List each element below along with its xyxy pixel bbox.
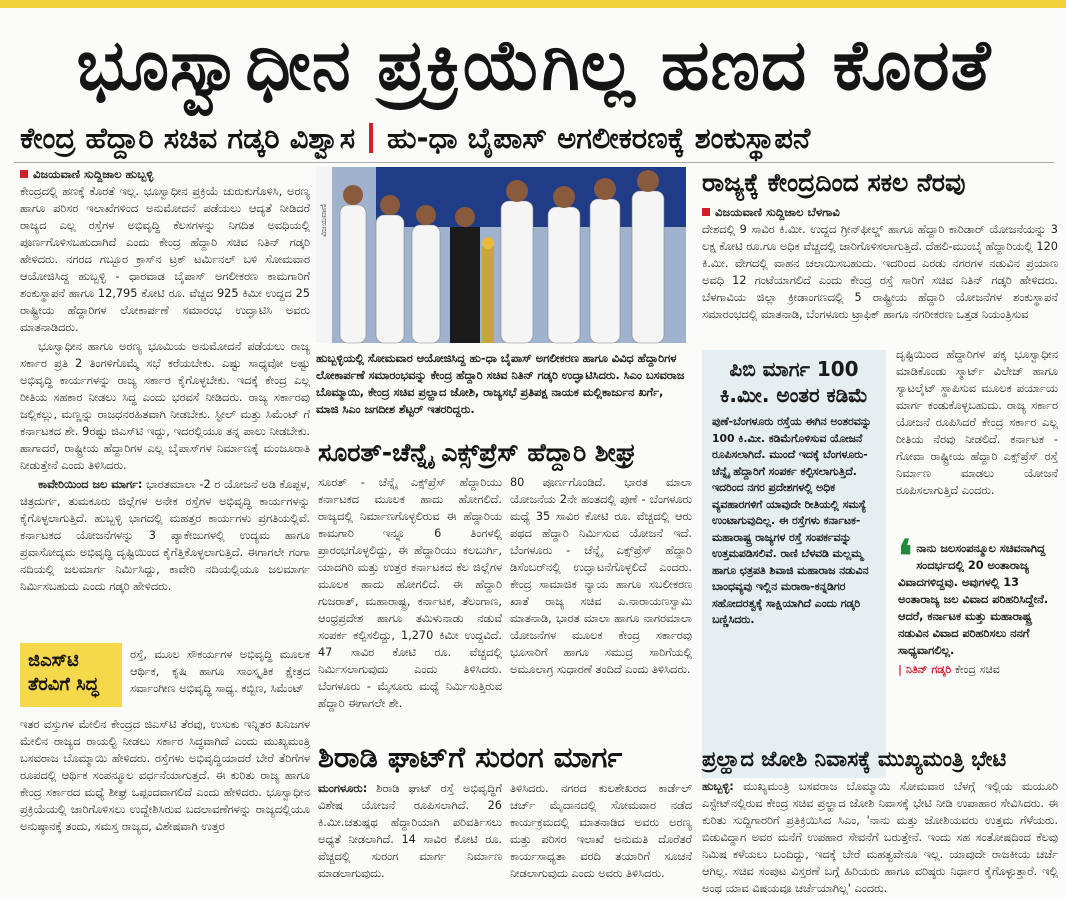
shiradi-column-1: ಮಂಗಳೂರು: ಶಿರಾಡಿ ಘಾಟ್ ರಸ್ತೆ ಅಭಿವೃದ್ಧಿಗೆ ವಿಶೇಷ ಯೋಜನೆ ರೂಪಿಸಲಾಗಿದೆ. 26 ಕಿ.ಮೀ.ಚತುಷ್ಪಥ ಹೆದ್ದಾರಿಯಾಗಿ ಪರಿವರ್ತಿಸಲು ಅಧ್ಯತೆ ನೀಡಲಾಗಿದೆ. 14 ಸಾವಿರ ಕೋಟಿ ರೂ. ವೆಚ್ಚದಲ್ಲಿ ಸುರಂಗ ಮಾರ್ಗ ನಿರ್ಮಾಣ ಮಾಡಲಾಗುವುದು. [318,782,502,880]
photo-credit-text: ವಿಜಯವಾಣಿ [319,204,328,237]
surat-column-2: 80 ಪೂರ್ಣಗೊಂಡಿದೆ. ಭಾರತ ಮಾಲಾ ಯೋಜನೆಯ 2ನೇ ಹಂತದಲ್ಲಿ ಪುಣೆ - ಬೆಂಗಳೂರು ಮಧ್ಯೆ 35 ಸಾವಿರ ಕೋಟಿ ರೂ. ವೆಚ್ಚದಲ್ಲಿ ಆರು ಪಥದ ಹೆದ್ದಾರಿ ನಿರ್ಮಿಸುವ ಯೋಜನೆ ಇದೆ. ಬೆಂಗಳೂರು - ಚೆನ್ನೈ ಎಕ್ಸ್‌ಪ್ರೆಸ್ ಹೆದ್ದಾರಿ ಡಿಸೆಂಬರ್‌ನಲ್ಲಿ ಉದ್ಘಾಟನೆಗೊಳ್ಳಲಿದೆ ಎಂದರು. ಕೇಂದ್ರ ಸಾಮಾಜಿಕ ನ್ಯಾಯ ಹಾಗೂ ಸಬಲೀಕರಣ ಖಾತೆ ರಾಜ್ಯ ಸಚಿವ ಎ.ನಾರಾಯಣಸ್ವಾಮಿ ಮಾತನಾಡಿ, ಭಾರತ ಮಾಲಾ ಹಾಗೂ ನಾಗರಮಾಲಾ ಯೋಜನೆಗಳ ಮೂಲಕ ಕೇಂದ್ರ ಸರ್ಕಾರವು ಭೂಸಾರಿಗೆ ಹಾಗೂ ಸಮುದ್ರ ಸಾರಿಗೆಯಲ್ಲಿ ಅಮೂಲಾಗ್ರ ಸುಧಾರಣೆ ತಂದಿದೆ ಎಂದು ತಿಳಿಸಿದರು. [510,476,692,676]
pb-route-body: ಪುಣೆ-ಬೆಂಗಳೂರು ರಸ್ತೆಯ ಈಗಿನ ಅಂತರವನ್ನು 100 ಕಿ.ಮೀ. ಕಡಿಮೆಗೊಳಿಸುವ ಯೋಜನೆ ರೂಪಿಸಲಾಗಿದೆ. ಮುಂದೆ ಇದಕ್ಕೆ ಬೆಂಗಳೂರು-ಚೆನ್ನೈ ಹೆದ್ದಾರಿಗೆ ಸಂಪರ್ಕ ಕಲ್ಪಿಸಲಾಗುತ್ತಿದೆ. ಇದರಿಂದ ನಗರ ಪ್ರದೇಶಗಳಲ್ಲಿ ಅಧಿಕ ವ್ಯವಹಾರಗಳಿಗೆ ಯಾವುದೇ ರೀತಿಯಲ್ಲಿ ಸಮಸ್ಯೆ ಉಂಟಾಗುವುದಿಲ್ಲ. ಈ ರಸ್ತೆಗಳು ಕರ್ನಾಟಕ-ಮಹಾರಾಷ್ಟ್ರ ರಾಜ್ಯಗಳ ರಸ್ತೆ ಸಂಪರ್ಕವನ್ನು ಉತ್ತಮಪಡಿಸಲಿವೆ. ರಾಣಿ ಬೆಳವಡಿ ಮಲ್ಲಮ್ಮ ಹಾಗೂ ಛತ್ರಪತಿ ಶಿವಾಜಿ ಮಹಾರಾಜ ನಡುವಿನ ಬಾಂಧವ್ಯವು ಇಲ್ಲಿನ ಮರಾಠಾ-ಕನ್ನಡಿಗರ ಸಹೋದರತ್ವಕ್ಕೆ ಸಾಕ್ಷಿಯಾಗಿದೆ ಎಂದು ಗಡ್ಕರಿ ಬಣ್ಣಿಸಿದರು. [712,415,872,626]
main-dateline: ವಿಜಯವಾಣಿ ಸುದ್ದಿಜಾಲ ಹುಬ್ಬಳ್ಳಿ [20,166,310,183]
top-color-bar [0,0,1066,8]
joshi-headline: ಪ್ರಲ್ಹಾದ ಜೋಶಿ ನಿವಾಸಕ್ಕೆ ಮುಖ್ಯಮಂತ್ರಿ ಭೇಟಿ [702,747,1007,771]
state-story [702,204,1058,344]
main-story [20,166,310,638]
square-bullet-icon [20,170,28,178]
surat-column-1: ಸೂರತ್ - ಚೆನ್ನೈ ಎಕ್ಸ್‌ಪ್ರೆಸ್ ಹೆದ್ದಾರಿಯು ಕರ್ನಾಟಕದ ಮೂಲಕ ಹಾದು ಹೋಗಲಿದೆ. ರಾಜ್ಯದಲ್ಲಿ ನಿರ್ಮಾಣಗೊಳ್ಳಲಿರುವ ಈ ಹೆದ್ದಾರಿಯ ಕಾಮಗಾರಿ ಇನ್ನೂ 6 ತಿಂಗಳಲ್ಲಿ ಪ್ರಾರಂಭಗೊಳ್ಳಲಿದ್ದು, ಈ ಹೆದ್ದಾರಿಯು ಕಲಬುರ್ಗಿ, ಯಾದಗಿರಿ ಮತ್ತು ಉತ್ತರ ಕರ್ನಾಟಕದ ಕೆಲ ಜಿಲ್ಲೆಗಳ ಮೂಲಕ ಹಾದು ಹೋಗಲಿದೆ. ಈ ಹೆದ್ದಾರಿ ಗುಜರಾತ್, ಮಹಾರಾಷ್ಟ್ರ, ಕರ್ನಾಟಕ, ತೆಲಂಗಾಣ, ಆಂಧ್ರಪ್ರದೇಶ ಹಾಗೂ ತಮಿಳುನಾಡು ನಡುವೆ ಸಂಪರ್ಕ ಕಲ್ಪಿಸಲಿದ್ದು, 1,270 ಕಿಮೀ ಉದ್ದವಿದೆ. 47 ಸಾವಿರ ಕೋಟಿ ರೂ. ವೆಚ್ಚದಲ್ಲಿ ನಿರ್ಮಿಸಲಾಗುವುದು ಎಂದು ತಿಳಿಸಿದರು. ಬೆಂಗಳೂರು - ಮೈಸೂರು ಮಧ್ಯೆ ನಿರ್ಮಿಸುತ್ತಿರುವ ಹೆದ್ದಾರಿ ಈಗಾಗಲೇ ಶೇ. [318,476,502,710]
subhead-waterway: ಕಾವೇರಿಯಿಂದ ಜಲ ಮಾರ್ಗ: [38,478,143,491]
joshi-story: ಹುಬ್ಬಳ್ಳಿ: ಮುಖ್ಯಮಂತ್ರಿ ಬಸವರಾಜ ಬೊಮ್ಮಾಯಿ ಸೋಮವಾರ ಬೆಳಗ್ಗೆ ಇಲ್ಲಿಯ ಮಯೂರಿ ಎಸ್ಟೇಟ್‌ನಲ್ಲಿರುವ ಕೇಂದ್ರ ಸಚಿವ ಪ್ರಲ್ಹಾದ ಜೋಶಿ ನಿವಾಸಕ್ಕೆ ಭೇಟಿ ನೀಡಿ ಉಪಾಹಾರ ಸೇವಿಸಿದರು. ಈ ಕುರಿತು ಸುದ್ದಿಗಾರರಿಗೆ ಪ್ರತಿಕ್ರಿಯಿಸಿದ ಸಿಎಂ, 'ನಾನು ಮತ್ತು ಜೋಶಿಯವರು ಉತ್ತಮ ಗೆಳೆಯರು. ಬಿಡುವಿದ್ದಾಗ ಅವರ ಮನೆಗೆ ಉಪಹಾರ ಸೇವನೆಗೆ ಬರುತ್ತೇನೆ. ಇಂದು ಸಹ ಸಂತೋಷದಿಂದ ಕೆಲವು ನಿಮಿಷ ಕಳೆಯಲು ಬಂದಿದ್ದು, ಇದಕ್ಕೆ ಬೇರೆ ಮಹತ್ವವೇನೂ ಇಲ್ಲ. ಯಾವುದೇ ರಾಜಕೀಯ ಚರ್ಚೆ ಆಗಿಲ್ಲ. ಸಚಿವ ಸಂಪುಟ ವಿಸ್ತರಣೆ ಬಗ್ಗೆ ಹಿರಿಯರು ಹಾಗೂ ವರಿಷ್ಠರು ನಿರ್ಧಾರ ಕೈಗೊಳ್ಳುತ್ತಾರೆ. ಇಲ್ಲಿ ಅಂಥ ಯಾವ ವಿಷಯವೂ ಚರ್ಚೆಯಾಗಿಲ್ಲ' ಎಂದರು. [702,780,1058,895]
shiradi-column-2: ತಿಳಿಸಿದರು. ನಗರದ ಕುಲಶೇಖರದ ಕಾರ್ಡೆಲ್ ಚರ್ಚ್ ಮೈದಾನದಲ್ಲಿ ಸೋಮವಾರ ನಡೆದ ಕಾರ್ಯಕ್ರಮದಲ್ಲಿ ಮಾತನಾಡಿದ ಅವರು ಅರಣ್ಯ ಮತ್ತು ಪರಿಸರ ಇಲಾಖೆ ಅನುಮತಿ ದೊರೆತರೆ ಕಾರ್ಯಸಾಧ್ಯತಾ ವರದಿ ತಯಾರಿಗೆ ಸೂಚನೆ ನೀಡಲಾಗುವುದು ಎಂದು ಅವರು ತಿಳಿಸಿದರು. [510,782,692,880]
event-photo [316,167,686,343]
gst-side-text: ರಸ್ತೆ, ಮೂಲ ಸೌಕರ್ಯಗಳ ಅಭಿವೃದ್ಧಿ ಮೂಲಕ ಆರ್ಥಿಕ, ಕೃಷಿ ಹಾಗೂ ಸಾಂಸ್ಕೃತಿಕ ಕ್ಷೇತ್ರದ ಸರ್ವಾಂಗೀಣ ಅಭಿವೃದ್ಧಿ ಸಾಧ್ಯ. ಕಬ್ಬಿಣ, ಸಿಮೆಂಟ್ [130,648,310,695]
photo-caption: ಹುಬ್ಬಳ್ಳಿಯಲ್ಲಿ ಸೋಮವಾರ ಆಯೋಜಿಸಿದ್ದ ಹು-ಧಾ ಬೈಪಾಸ್ ಅಗಲೀಕರಣ ಹಾಗೂ ವಿವಿಧ ಹೆದ್ದಾರಿಗಳ ಲೋಕಾರ್ಪಣೆ ಸಮಾರಂಭವನ್ನು ಕೇಂದ್ರ ಹೆದ್ದಾರಿ ಸಚಿವ ನಿತಿನ್ ಗಡ್ಕರಿ ಉದ್ಘಾಟಿಸಿದರು. ಸಿಎಂ ಬಸವರಾಜ ಬೊಮ್ಮಾಯಿ, ಕೇಂದ್ರ ಸಚಿವ ಪ್ರಲ್ಹಾದ ಜೋಶಿ, ರಾಜ್ಯಸಭೆ ಪ್ರತಿಪಕ್ಷ ನಾಯಕ ಮಲ್ಲಿಕಾರ್ಜುನ ಖರ್ಗೆ, ಮಾಜಿ ಸಿಎಂ ಜಗದೀಶ ಶೆಟ್ಟರ್ ಇತರರಿದ್ದರು. [316,352,685,416]
subhead-left: ಕೇಂದ್ರ ಹೆದ್ದಾರಿ ಸಚಿವ ಗಡ್ಕರಿ ವಿಶ್ವಾಸ [20,121,356,155]
quote-attribution: | ನಿತಿನ್ ಗಡ್ಕರಿ ಕೇಂದ್ರ ಸಚಿವ [898,663,1000,676]
subhead-separator [369,123,373,153]
state-dateline: ವಿಜಯವಾಣಿ ಸುದ್ದಿಜಾಲ ಬೆಳಗಾವಿ [702,204,1058,221]
gst-body: ಇತರ ವಸ್ತುಗಳ ಮೇಲಿನ ಕೇಂದ್ರದ ಜಿಎಸ್‌ಟಿ ತೆರವು, ಉಸುಕು ಇನ್ನಿತರ ಖನಿಜಗಳ ಮೇಲಿನ ರಾಜ್ಯದ ರಾಯಲ್ಟಿ ನೀಡಲು ಸರ್ಕಾರ ಸಿದ್ಧವಾಗಿದೆ ಎಂದು ಮುಖ್ಯಮಂತ್ರಿ ಬಸವರಾಜ ಬೊಮ್ಮಾಯಿ ಹೇಳಿದರು. ರಸ್ತೆಗಳು ಅಭಿವೃದ್ಧಿಯಾದರೆ ಬೇರೆ ತೆರಿಗೆಗಳ ರೂಪದಲ್ಲಿ ಆರ್ಥಿಕ ಸಂಪನ್ಮೂಲ ವರ್ಧನೆಯಾಗುತ್ತದೆ. ಈ ಕುರಿತು ರಾಜ್ಯ ಹಾಗೂ ಕೇಂದ್ರ ಸರ್ಕಾರದ ಮಧ್ಯೆ ಶೀಘ್ರ ಒಪ್ಪಂದವಾಗಲಿದೆ ಎಂದು ಹೇಳಿದರು. ಭೂಸ್ವಾಧೀನ ಪ್ರಕ್ರಿಯೆಯಲ್ಲಿ ಜಾರಿಗೊಳಿಸಲು ಉದ್ದೇಶಿಸಿರುವ ಬದಲಾವಣೆಗಳನ್ನು ರಾಜ್ಯದಲ್ಲಿಯೂ ಅನುಷ್ಠಾನಕ್ಕೆ ತಂದು, ಸಮಸ್ತ ರಾಜ್ಯದ, ವಿಶೇಷವಾಗಿ ಉತ್ತರ [20,718,310,833]
event-photo-illustration [316,167,686,343]
state-headline: ರಾಜ್ಯಕ್ಕೆ ಕೇಂದ್ರದಿಂದ ಸಕಲ ನೆರವು [702,168,966,197]
gst-box: ಜಿಎಸ್‌ಟಿ ತೆರವಿಗೆ ಸಿದ್ಧ [20,643,122,707]
main-paragraph-1: ಕೇಂದ್ರದಲ್ಲಿ ಹಣಕ್ಕೆ ಕೊರತೆ ಇಲ್ಲ. ಭೂಸ್ವಾಧೀನ ಪ್ರಕ್ರಿಯೆ ಚುರುಕುಗೊಳಿಸಿ, ಅರಣ್ಯ ಹಾಗೂ ಪರಿಸರ ಇಲಾಖೆಗಳಿಂದ ಅನುಮೋದನೆ ಪಡೆಯಲು ಆದ್ಯತೆ ನೀಡಿದರೆ ರಾಜ್ಯದ ಎಲ್ಲ ರಸ್ತೆಗಳ ಅಭಿವೃದ್ಧಿ ಕೆಲಸಗಳನ್ನು ನಿಗದಿತ ಅವಧಿಯಲ್ಲಿ ಪೂರ್ಣಗೊಳಿಸಬಹುದಾಗಿದೆ ಎಂದು ಕೇಂದ್ರ ಹೆದ್ದಾರಿ ಸಚಿವ ನಿತಿನ್ ಗಡ್ಕರಿ ಹೇಳಿದರು. ನಗರದ ಗಬ್ಬೂರ ಕ್ರಾಸ್‌ನ ಟ್ರಕ್ ಟರ್ಮಿನಲ್ ಬಳಿ ಸೋಮವಾರ ಆಯೋಜಿಸಿದ್ದ ಹುಬ್ಬಳ್ಳಿ - ಧಾರವಾಡ ಬೈಪಾಸ್ ಅಗಲೀಕರಣ ಕಾಮಗಾರಿಗೆ ಶಂಕುಸ್ಥಾಪನೆ ಹಾಗೂ 12,795 ಕೋಟಿ ರೂ. ವೆಚ್ಚದ 925 ಕಿಮೀ ಉದ್ದದ 25 ರಾಷ್ಟ್ರೀಯ ಹೆದ್ದಾರಿಗಳ ಲೋಕಾರ್ಪಣೆ ಸಮಾರಂಭ ಉದ್ಘಾಟಿಸಿ ಅವರು ಮಾತನಾಡಿದರು. [20,185,310,334]
state-right-column: ದೃಷ್ಟಿಯಿಂದ ಹೆದ್ದಾರಿಗಳ ಪಕ್ಕ ಭೂಸ್ವಾಧೀನ ಮಾಡಿಕೊಂಡು ಸ್ಮಾರ್ಟ್ ವಿಲೇಜ್ ಹಾಗೂ ಸ್ಯಾಟಲೈಟ್ ಸ್ಥಾಪಿಸುವ ಮೂಲಕ ಪರ್ಯಾಯ ಮಾರ್ಗ ಕಂಡುಕೊಳ್ಳಬಹುದು. ರಾಜ್ಯ ಸರ್ಕಾರ ಯೋಜನೆ ರೂಪಿಸಿದರೆ ಕೇಂದ್ರ ಸರ್ಕಾರ ಎಲ್ಲ ರೀತಿಯ ನೆರವು ನೀಡಲಿದೆ. ಕರ್ನಾಟಕ - ಗೋವಾ ರಾಷ್ಟ್ರೀಯ ಹೆದ್ದಾರಿ ಎಕ್ಸ್‌ಪ್ರೆಸ್ ರಸ್ತೆ ನಿರ್ಮಾಣ ಮಾಡಲು ಯೋಜನೆ ರೂಪಿಸಲಾಗುತ್ತಿದೆ ಎಂದರು. [896,348,1058,497]
surat-headline: ಸೂರತ್-ಚೆನ್ನೈ ಎಕ್ಸ್‌ಪ್ರೆಸ್ ಹೆದ್ದಾರಿ ಶೀಘ್ರ [318,438,636,467]
subheadline [20,118,1050,158]
state-body: ದೇಶದಲ್ಲಿ 9 ಸಾವಿರ ಕಿ.ಮೀ. ಉದ್ದದ ಗ್ರೀನ್‌ಫೀಲ್ಡ್ ಹಾಗೂ ಹೆದ್ದಾರಿ ಕಾರಿಡಾರ್ ಯೋಜನೆಯನ್ನು 3 ಲಕ್ಷ ಕೋಟಿ ರೂ.ಗೂ ಅಧಿಕ ವೆಚ್ಚದಲ್ಲಿ ಜಾರಿಗೊಳಿಸಲಾಗುತ್ತಿದೆ. ದೆಹಲಿ-ಮುಂಬೈ ಹೆದ್ದಾರಿಯಲ್ಲಿ 120 ಕಿ.ಮೀ. ವೇಗದಲ್ಲಿ ವಾಹನ ಚಲಾಯಿಸಬಹುದು. ಇದರಿಂದ ಎರಡು ನಗರಗಳ ನಡುವಿನ ಪ್ರಯಾಣ ಅವಧಿ 12 ಗಂಟೆಯಾಗಲಿದೆ ಎಂದು ಕೇಂದ್ರ ರಸ್ತೆ ಸಾರಿಗೆ ಸಚಿವ ನಿತಿನ್ ಗಡ್ಕರಿ ಹೇಳಿದರು. ಬೆಳಗಾವಿಯ ಜಿಲ್ಲಾ ಕ್ರೀಡಾಂಗಣದಲ್ಲಿ 5 ರಾಷ್ಟ್ರೀಯ ಹೆದ್ದಾರಿ ಯೋಜನೆಗಳ ಶಂಕುಸ್ಥಾಪನೆ ಸಮಾರಂಭದಲ್ಲಿ ಮಾತನಾಡಿ, ಬೆಂಗಳೂರು ಟ್ರಾಫಿಕ್ ಹಾಗೂ ನಗರೀಕರಣ ಒತ್ತಡ ನಿಯಂತ್ರಿಸುವ [702,223,1058,321]
shiradi-headline: ಶಿರಾಡಿ ಘಾಟ್‌ಗೆ ಸುರಂಗ ಮಾರ್ಗ [318,740,623,774]
quote-mark-icon: ❛ [898,531,913,582]
subhead-right: ಹು-ಧಾ ಬೈಪಾಸ್ ಅಗಲೀಕರಣಕ್ಕೆ ಶಂಕುಸ್ಥಾಪನೆ [387,121,811,155]
quote-text: ನಾನು ಜಲಸಂಪನ್ಮೂಲ ಸಚಿವನಾಗಿದ್ದ ಸಂದರ್ಭದಲ್ಲಿ 20 ಅಂತಾರಾಜ್ಯ ವಿವಾದಗಳಿದ್ದವು. ಅವುಗಳಲ್ಲಿ 13 ಅಂತಾರಾಜ್ಯ ಜಲ ವಿವಾದ ಪರಿಹರಿಸಿದ್ದೇನೆ. ಆದರೆ, ಕರ್ನಾಟಕ ಮತ್ತು ಮಹಾರಾಷ್ಟ್ರ ನಡುವಿನ ವಿವಾದ ಪರಿಹರಿಸಲು ನನಗೆ ಸಾಧ್ಯವಾಗಲಿಲ್ಲ. [898,542,1049,657]
main-paragraph-3: ಕಾವೇರಿಯಿಂದ ಜಲ ಮಾರ್ಗ: ಭಾರತಮಾಲಾ -2 ರ ಯೋಜನೆ ಅಡಿ ಕೊಪ್ಪಳ, ಚಿತ್ರದುರ್ಗ, ತುಮಕೂರು ಜಿಲ್ಲೆಗಳ ಅನೇಕ ರಸ್ತೆಗಳ ಅಭಿವೃದ್ಧಿ ಕಾರ್ಯಗಳನ್ನು ಕೈಗೊಳ್ಳಲಾಗುತ್ತಿದೆ. ಹುಬ್ಬಳ್ಳಿ ಭಾಗದಲ್ಲಿ ಮಹತ್ತರ ಕಾರ್ಯಗಳು ಪ್ರಗತಿಯಲ್ಲಿವೆ. ಕರ್ನಾಟಕದ ಯೋಜನೆಗಳನ್ನು 3 ಪ್ಯಾಕೇಜುಗಳಲ್ಲಿ ಉದ್ಯಮ ಹಾಗೂ ಪ್ರವಾಸೋದ್ಯಮ ಅಭಿವೃದ್ಧಿ ದೃಷ್ಟಿಯಿಂದ ಕೈಗೆತ್ತಿಕೊಳ್ಳಲಾಗುತ್ತಿದೆ. ಈಗಾಗಲೇ ಗಂಗಾ ನದಿಯಲ್ಲಿ ಜಲಮಾರ್ಗ ನಿರ್ಮಿಸಿದ್ದು, ಕಾವೇರಿ ನದಿಯಲ್ಲಿಯೂ ಜಲಮಾರ್ಗ ನಿರ್ಮಿಸಬಹುದು ಎಂದು ಗಡ್ಕರಿ ಹೇಳಿದರು. [20,478,311,593]
main-paragraph-2: ಭೂಸ್ವಾಧೀನ ಹಾಗೂ ಅರಣ್ಯ ಭೂಮಿಯ ಅನುಮೋದನೆ ಪಡೆಯಲು ರಾಜ್ಯ ಸರ್ಕಾರ ಪ್ರತಿ 2 ತಿಂಗಳಿಗೊಮ್ಮೆ ಸಭೆ ಕರೆಯಬೇಕು. ಎಷ್ಟು ಸಾಧ್ಯವೋ ಅಷ್ಟು ಅಭಿವೃದ್ಧಿ ಕಾರ್ಯಗಳನ್ನು ರಾಜ್ಯ ಸರ್ಕಾರ ಕೈಗೊಳ್ಳಬೇಕು. ಇದಕ್ಕೆ ಕೇಂದ್ರ ಎಲ್ಲ ರೀತಿಯ ಸಹಕಾರ ನೀಡಲು ಸಿದ್ಧ ಎಂದು ಭರವಸೆ ನೀಡಿದರು. ರಾಜ್ಯ ಸರ್ಕಾರವು ಜಲ್ಲಿಕಲ್ಲು, ಮಣ್ಣನ್ನು ರಾಜಧನರಹಿತವಾಗಿ ನೀಡಬೇಕು. ಸ್ಟೀಲ್ ಮತ್ತು ಸಿಮೆಂಟ್ ಗೆ ಕರ್ನಾಟಕದ ಶೇ. 9ರಷ್ಟು ಜಿಎಸ್‌ಟಿ ಇದ್ದು, ಇದರಲ್ಲಿಯೂ ತನ್ನ ಪಾಲು ನೀಡಬೇಕು. ಹಾಗಾದರೆ, ರಾಷ್ಟ್ರೀಯ ಹೆದ್ದಾರಿಗಳ ಎಲ್ಲ ಬೈಪಾಸ್‌ಗಳ ನಿರ್ಮಾಣಕ್ಕೆ ಮಂಜೂರಾತಿ ನೀಡುತ್ತೇನೆ ಎಂದು ತಿಳಿಸಿದರು. [20,340,310,472]
square-bullet-icon [702,208,710,216]
divider [14,162,1054,163]
pb-route-box [702,350,886,778]
pb-route-title: ಪಿಬಿ ಮಾರ್ಗ 100 ಕಿ.ಮೀ. ಅಂತರ ಕಡಿಮೆ [719,357,868,407]
gadkari-quote [898,531,1062,677]
main-headline: ಭೂಸ್ವಾಧೀನ ಪ್ರಕ್ರಿಯೆಗಿಲ್ಲ ಹಣದ ಕೊರತೆ [76,24,992,106]
